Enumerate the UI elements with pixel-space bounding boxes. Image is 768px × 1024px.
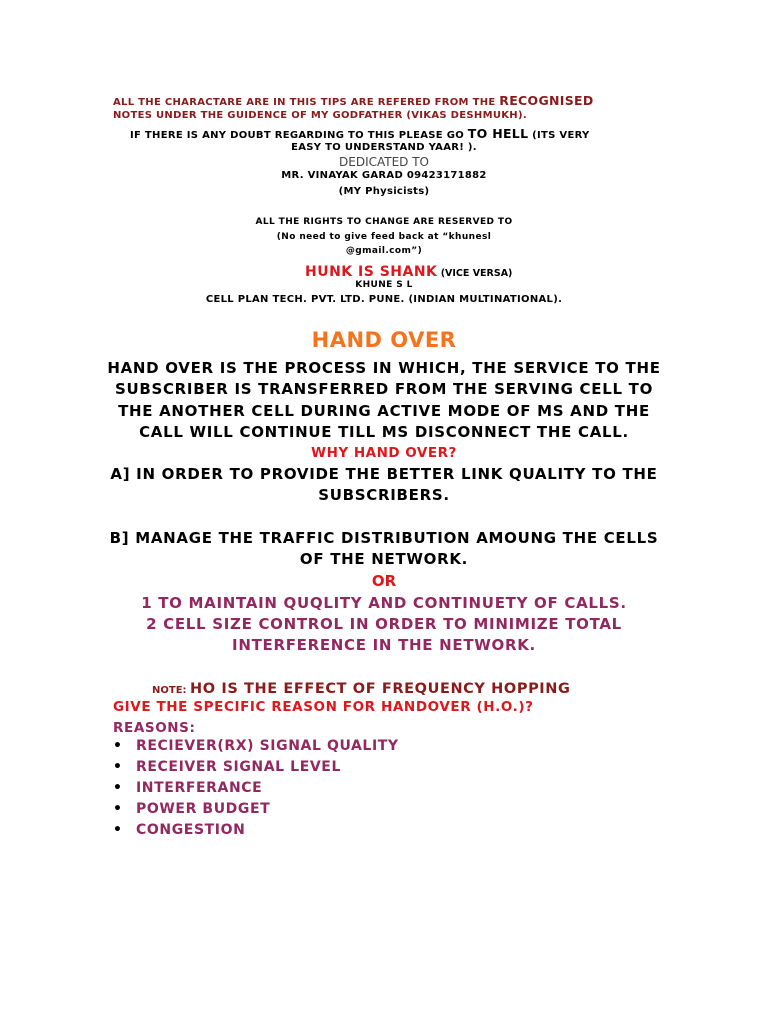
dedicated-name: MR. VINAYAK GARAD 09423171882 (281, 170, 487, 181)
feedback-line-2: @gmail.com”) (345, 246, 423, 256)
to-hell-word: TO HELL (467, 126, 529, 141)
reason-a-line-1: A] IN ORDER TO PROVIDE THE BETTER LINK QUALITY TO THE (110, 465, 658, 483)
bullet-icon: • (113, 738, 123, 754)
point-3: INTERFERENCE IN THE NETWORK. (232, 636, 536, 654)
list-item (110, 738, 399, 759)
recognised-word: RECOGNISED (499, 93, 594, 108)
definition-line-2: SUBSCRIBER IS TRANSFERRED FROM THE SERVING CELL TO (114, 380, 654, 398)
bullet-icon: • (113, 801, 123, 817)
feedback-line-1: (No need to give feed back at “khunesl (276, 232, 492, 242)
reason-text: POWER BUDGET (136, 801, 271, 817)
reason-text: RECEIVER SIGNAL LEVEL (136, 759, 341, 775)
intro-text: ALL THE CHARACTARE ARE IN THIS TIPS ARE REFERED FROM THE (113, 97, 500, 108)
list-item (110, 801, 399, 822)
company-line: CELL PLAN TECH. PVT. LTD. PUNE. (INDIAN MULTINATIONAL). (205, 294, 563, 305)
intro-line-2: NOTES UNDER THE GUIDENCE OF MY GODFATHER (VIKAS DESHMUKH). (113, 110, 527, 121)
specific-reason-question: GIVE THE SPECIFIC REASON FOR HANDOVER (H.O.)? (113, 699, 534, 715)
bullet-icon: • (113, 780, 123, 796)
reasons-label: REASONS: (113, 720, 196, 736)
reason-text: CONGESTION (136, 822, 246, 838)
doubt-tail: (ITS VERY (528, 130, 590, 141)
dedicated-label: DEDICATED TO (339, 155, 429, 169)
point-1: 1 TO MAINTAIN QUQLITY AND CONTINUETY OF CALLS. (141, 594, 627, 612)
note-line (152, 678, 571, 697)
definition-line-4: CALL WILL CONTINUE TILL MS DISCONNECT THE CALL. (139, 423, 629, 441)
reasons-list (110, 738, 399, 843)
list-item (110, 759, 399, 780)
reason-b-line-2: OF THE NETWORK. (299, 550, 469, 568)
section-title: HAND OVER (311, 328, 457, 352)
reason-text: RECIEVER(RX) SIGNAL QUALITY (136, 738, 399, 754)
bullet-icon: • (113, 759, 123, 775)
point-2: 2 CELL SIZE CONTROL IN ORDER TO MINIMIZE TOTAL (146, 615, 622, 633)
note-label: NOTE: (152, 685, 191, 696)
author-name: KHUNE S L (355, 280, 413, 290)
reason-a-line-2: SUBSCRIBERS. (318, 486, 450, 504)
doubt-line (130, 126, 590, 141)
definition-line-3: THE ANOTHER CELL DURING ACTIVE MODE OF MS AND THE (118, 402, 650, 420)
hunk-line (305, 261, 512, 280)
bullet-icon: • (113, 822, 123, 838)
definition-line-1: HAND OVER IS THE PROCESS IN WHICH, THE SERVICE TO THE (107, 359, 661, 377)
intro-line-1 (113, 93, 594, 108)
why-heading: WHY HAND OVER? (311, 445, 457, 461)
or-divider: OR (371, 572, 397, 590)
hunk-text: HUNK IS SHANK (305, 264, 438, 280)
vice-versa-text: (VICE VERSA) (437, 268, 513, 279)
reason-text: INTERFERANCE (136, 780, 263, 796)
reason-b-line-1: B] MANAGE THE TRAFFIC DISTRIBUTION AMOUNG THE CELLS (109, 529, 659, 547)
dedicated-role: (MY Physicists) (338, 186, 430, 197)
rights-line: ALL THE RIGHTS TO CHANGE ARE RESERVED TO (255, 217, 513, 227)
list-item (110, 780, 399, 801)
note-text: HO IS THE EFFECT OF FREQUENCY HOPPING (190, 681, 571, 697)
easy-line: EASY TO UNDERSTAND YAAR! ). (291, 142, 477, 153)
doubt-text: IF THERE IS ANY DOUBT REGARDING TO THIS PLEASE GO (130, 130, 468, 141)
list-item (110, 822, 399, 843)
